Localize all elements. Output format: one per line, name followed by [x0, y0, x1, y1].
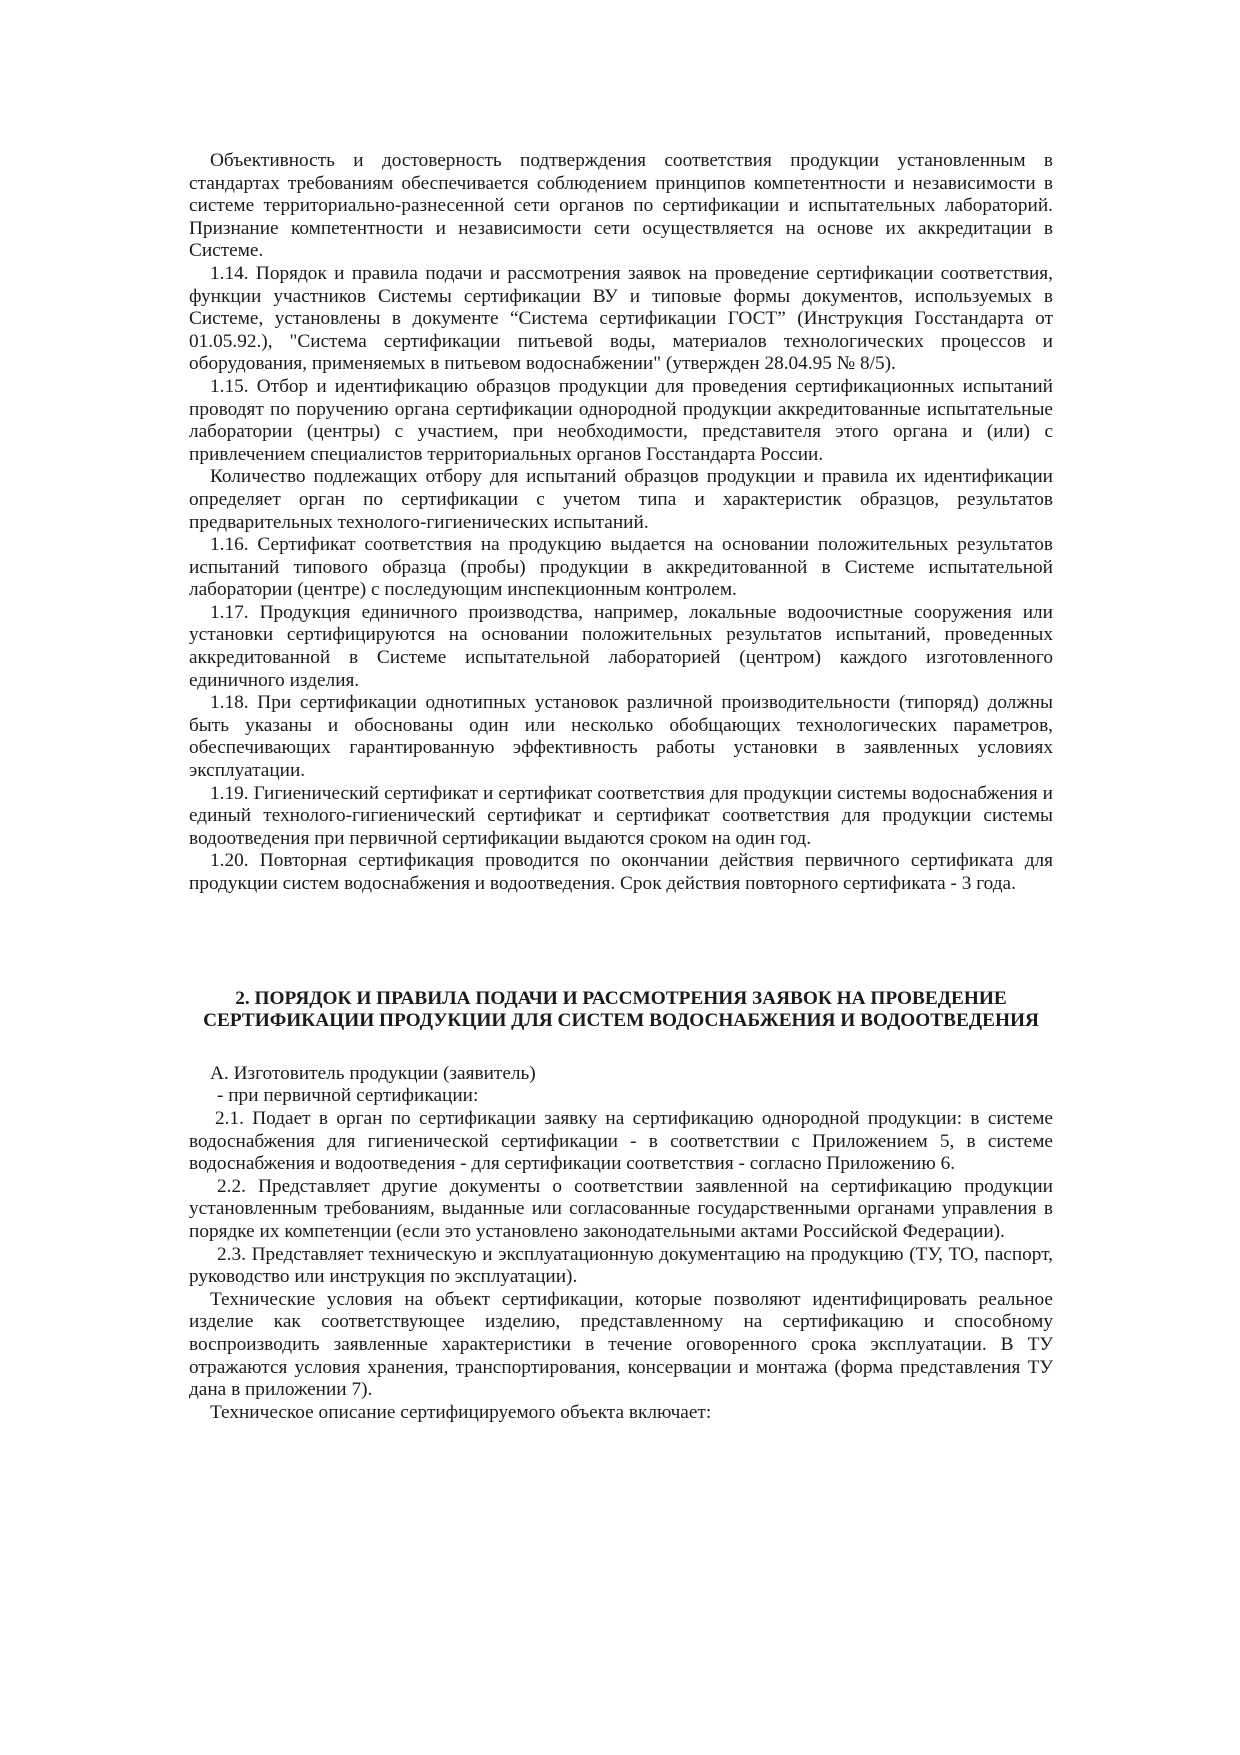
document-page: [189, 150, 1053, 1424]
paragraph-1-19: 1.19. Гигиенический сертификат и сертификат соответствия для продукции системы водоснабжения и единый технолого-гигиенический сертификат и сертификат соответствия для продукции системы водоотведения при первичной сертификации выдаются сроком на один год.: [189, 782, 1053, 849]
section-2-heading: 2. ПОРЯДОК И ПРАВИЛА ПОДАЧИ И РАССМОТРЕНИЯ ЗАЯВОК НА ПРОВЕДЕНИЕ СЕРТИФИКАЦИИ ПРОДУКЦИИ ДЛЯ СИСТЕМ ВОДОСНАБЖЕНИЯ И ВОДООТВЕДЕНИЯ: [203, 987, 1039, 1032]
paragraph-1-15: 1.15. Отбор и идентификацию образцов продукции для проведения сертификационных испытаний проводят по поручению органа сертификации однородной продукции аккредитованные испытательные лаборатории (центры) с участием, при необходимости, представителя этого органа и (или) с привлечением специалистов территориальных органов Госстандарта России.: [189, 375, 1053, 465]
subheading-manufacturer: А. Изготовитель продукции (заявитель): [210, 1062, 536, 1084]
paragraph-1-20: 1.20. Повторная сертификация проводится по окончании действия первичного сертификата для продукции систем водоснабжения и водоотведения. Срок действия повторного сертификата - 3 года.: [189, 850, 1053, 894]
paragraph-objectivity: Объективность и достоверность подтверждения соответствия продукции установленным в стандартах требованиям обеспечивается соблюдением принципов компетентности и независимости в системе территориально-разнесенной сети органов по сертификации и испытательных лабораторий. Признание компетентности и независимости сети осуществляется на основе их аккредитации в Системе.: [189, 150, 1053, 262]
paragraph-2-3: 2.3. Представляет техническую и эксплуатационную документацию на продукцию (ТУ, ТО, паспорт, руководство или инструкция по эксплуатации).: [189, 1243, 1053, 1288]
paragraph-1-18: 1.18. При сертификации однотипных установок различной производительности (типоряд) должны быть указаны и обоснованы один или несколько обобщающих технологических параметров, обеспечивающих гарантированную эффективность работы установки в заявленных условиях эксплуатации.: [189, 692, 1053, 782]
paragraph-2-2: 2.2. Представляет другие документы о соответствии заявленной на сертификацию продукции установленным требованиям, выданные или согласованные государственными органами управления в порядке их компетенции (если это установлено законодательными актами Российской Федерации).: [189, 1175, 1053, 1242]
paragraph-1-16: 1.16. Сертификат соответствия на продукцию выдается на основании положительных результатов испытаний типового образца (пробы) продукции в аккредитованной в Системе испытательной лаборатории (центре) с последующим инспекционным контролем.: [189, 534, 1053, 601]
paragraph-technical-description: Техническое описание сертифицируемого объекта включает:: [210, 1401, 712, 1423]
heading-spacer: [189, 1033, 1053, 1063]
paragraph-technical-conditions: Технические условия на объект сертификации, которые позволяют идентифицировать реальное изделие как соответствующее изделию, представленному на сертификацию и способному воспроизводить заявленные характеристики в течение оговоренного срока эксплуатации. В ТУ отражаются условия хранения, транспортирования, консервации и монтажа (форма представления ТУ дана в приложении 7).: [189, 1288, 1053, 1401]
paragraph-sample-quantity: Количество подлежащих отбору для испытаний образцов продукции и правила их идентификации определяет орган по сертификации с учетом типа и характеристик образцов, результатов предварительных технолого-гигиенических испытаний.: [189, 466, 1053, 533]
paragraph-2-1: 2.1. Подает в орган по сертификации заявку на сертификацию однородной продукции: в системе водоснабжения для гигиенической сертификации - в соответствии с Приложением 5, в системе водоснабжения и водоотведения - для сертификации соответствия - согласно Приложению 6.: [189, 1107, 1053, 1175]
subheading-primary-certification: - при первичной сертификации:: [217, 1085, 479, 1107]
section-spacer: [189, 896, 1053, 988]
paragraph-1-17: 1.17. Продукция единичного производства, например, локальные водоочистные сооружения или установки сертифицируются на основании положительных результатов испытаний, проведенных аккредитованной в Системе испытательной лабораторией (центром) каждого изготовленного единичного изделия.: [189, 601, 1053, 691]
paragraph-1-14: 1.14. Порядок и правила подачи и рассмотрения заявок на проведение сертификации соответствия, функции участников Системы сертификации ВУ и типовые формы документов, используемых в Системе, установлены в документе “Система сертификации ГОСТ” (Инструкция Госстандарта от 01.05.92.), "Система сертификации питьевой воды, материалов технологических процессов и оборудования, применяемых в питьевом водоснабжении" (утвержден 28.04.95 № 8/5).: [189, 262, 1053, 375]
